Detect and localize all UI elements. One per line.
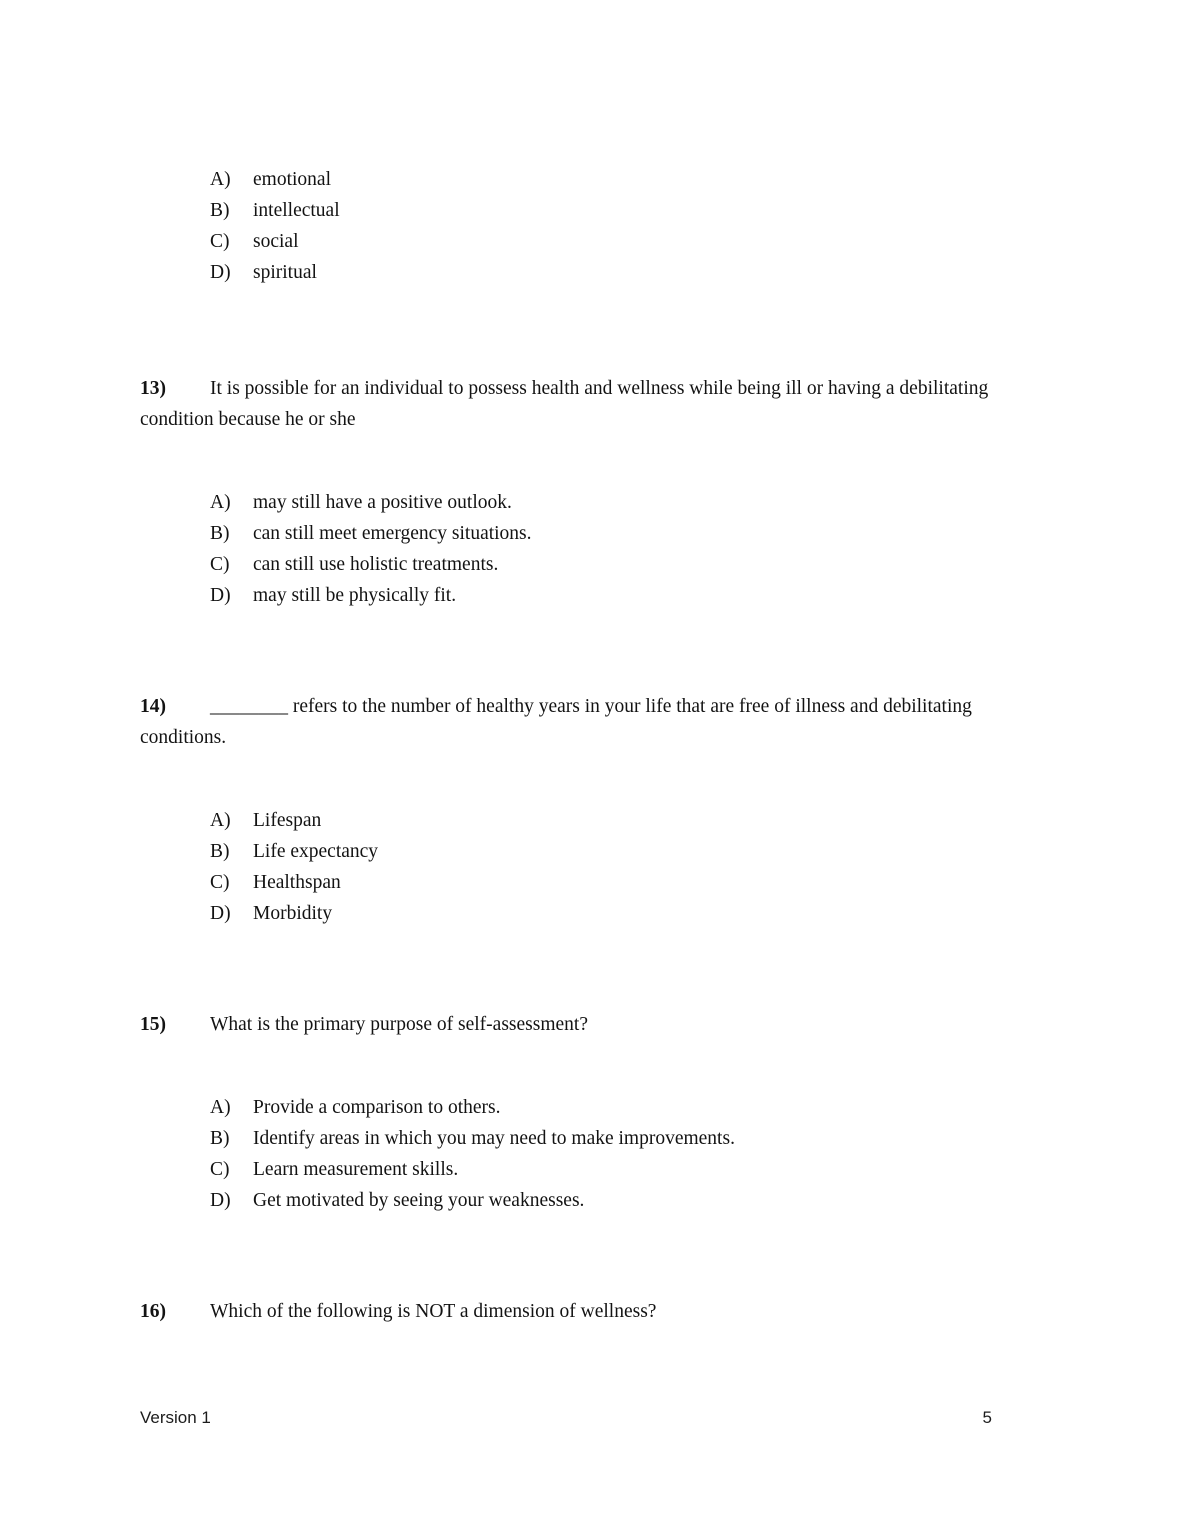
option-letter: B)	[210, 841, 230, 862]
answer-option	[210, 1154, 1040, 1185]
answer-option	[210, 836, 1040, 867]
answer-option	[210, 257, 1040, 288]
answer-option	[210, 898, 1040, 929]
question-text: What is the primary purpose of self-assessment?	[210, 1014, 588, 1035]
option-letter: A)	[210, 1097, 231, 1118]
option-text: can still use holistic treatments.	[253, 554, 499, 575]
option-text: Get motivated by seeing your weaknesses.	[253, 1190, 585, 1211]
answer-option	[210, 487, 1040, 518]
question-14-options	[210, 805, 1040, 929]
option-text: Morbidity	[253, 903, 333, 924]
question-number: 16)	[140, 1301, 166, 1322]
option-text: may still have a positive outlook.	[253, 492, 512, 513]
page-footer	[140, 1408, 992, 1428]
question-16	[140, 1296, 1040, 1327]
answer-option	[210, 805, 1040, 836]
option-text: Provide a comparison to others.	[253, 1097, 501, 1118]
answer-option	[210, 518, 1040, 549]
answer-option	[210, 195, 1040, 226]
option-letter: C)	[210, 1159, 230, 1180]
option-text: can still meet emergency situations.	[253, 523, 532, 544]
answer-option	[210, 1123, 1040, 1154]
question-15-options	[210, 1092, 1040, 1216]
option-text: Learn measurement skills.	[253, 1159, 459, 1180]
answer-option	[210, 164, 1040, 195]
question-14	[140, 691, 1040, 753]
option-text: Identify areas in which you may need to make improvements.	[253, 1128, 735, 1149]
answer-option	[210, 580, 1040, 611]
answer-option	[210, 867, 1040, 898]
option-text: Lifespan	[253, 810, 322, 831]
question-text: ________ refers to the number of healthy years in your life that are free of illness and debilitating conditions.	[140, 696, 972, 748]
option-text: emotional	[253, 169, 331, 190]
option-letter: B)	[210, 523, 230, 544]
option-letter: A)	[210, 169, 231, 190]
option-text: intellectual	[253, 200, 340, 221]
question-13-options	[210, 487, 1040, 611]
option-letter: B)	[210, 1128, 230, 1149]
option-letter: C)	[210, 872, 230, 893]
version-label: Version 1	[140, 1408, 211, 1427]
option-letter: C)	[210, 554, 230, 575]
option-letter: A)	[210, 810, 231, 831]
option-text: Life expectancy	[253, 841, 379, 862]
question-number: 15)	[140, 1014, 166, 1035]
option-letter: D)	[210, 903, 231, 924]
question-13	[140, 373, 1040, 435]
option-letter: A)	[210, 492, 231, 513]
option-text: spiritual	[253, 262, 317, 283]
option-letter: D)	[210, 262, 231, 283]
question-text: It is possible for an individual to possess health and wellness while being ill or having a debilitating condition because he or she	[140, 378, 989, 430]
option-letter: B)	[210, 200, 230, 221]
question-text: Which of the following is NOT a dimension of wellness?	[210, 1301, 657, 1322]
question-number: 13)	[140, 378, 166, 399]
option-letter: D)	[210, 1190, 231, 1211]
answer-option	[210, 1185, 1040, 1216]
question-12-options	[210, 164, 1040, 288]
answer-option	[210, 226, 1040, 257]
question-15	[140, 1009, 1040, 1040]
option-text: social	[253, 231, 299, 252]
option-letter: C)	[210, 231, 230, 252]
option-letter: D)	[210, 585, 231, 606]
page-number: 5	[982, 1408, 992, 1427]
option-text: may still be physically fit.	[253, 585, 457, 606]
question-number: 14)	[140, 696, 166, 717]
answer-option	[210, 1092, 1040, 1123]
answer-option	[210, 549, 1040, 580]
option-text: Healthspan	[253, 872, 341, 893]
